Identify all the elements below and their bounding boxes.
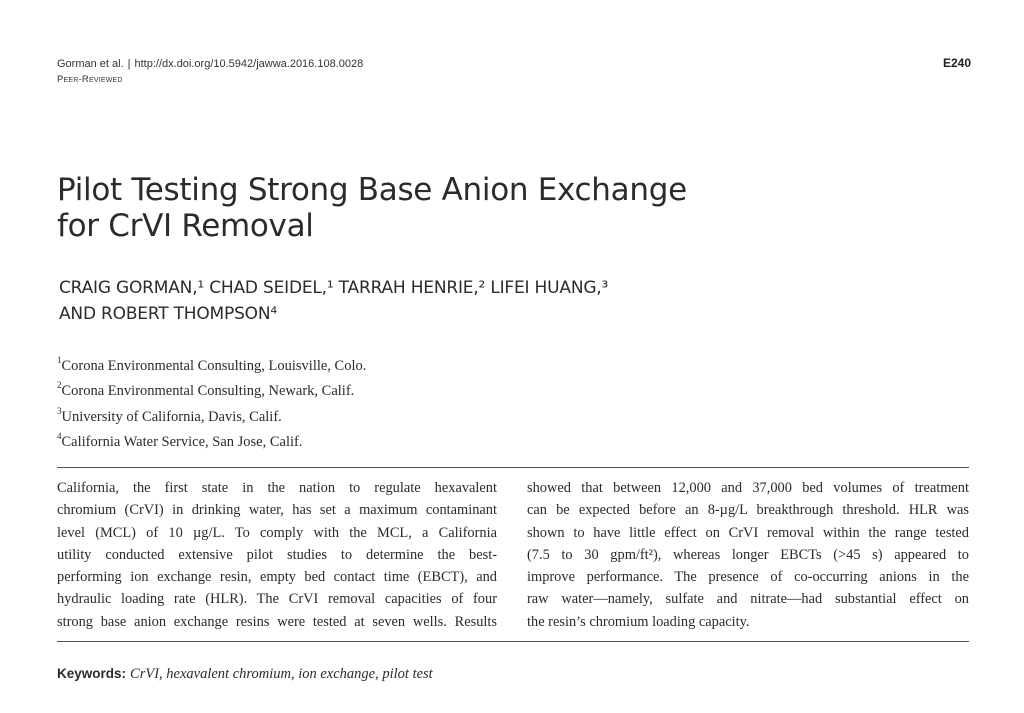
abstract-line: chromium (CrVI) in drinking water, has set a maximum contaminant bbox=[57, 502, 497, 519]
affiliation-item bbox=[57, 427, 366, 452]
doi-link[interactable]: http://dx.doi.org/10.5942/jawwa.2016.108.0028 bbox=[134, 58, 364, 70]
running-header bbox=[57, 58, 363, 70]
affiliation-text: Corona Environmental Consulting, Newark, Calif. bbox=[61, 383, 355, 400]
abstract-line: performing ion exchange resin, empty bed contact time (EBCT), and bbox=[57, 569, 497, 586]
affiliation-item bbox=[57, 376, 366, 401]
affiliation-number: 4 bbox=[57, 430, 62, 441]
abstract-line: California, the first state in the nation to regulate hexavalent bbox=[57, 480, 497, 496]
citation: Gorman et al. bbox=[57, 58, 124, 70]
affiliations bbox=[57, 351, 366, 452]
affiliation-number: 1 bbox=[57, 355, 62, 365]
abstract-line: raw water—namely, sulfate and nitrate—had substantial effect on bbox=[527, 591, 969, 608]
abstract-line: showed that between 12,000 and 37,000 bed volumes of treatment bbox=[527, 480, 969, 496]
affiliation-text: University of California, Davis, Calif. bbox=[61, 408, 282, 425]
section-label: Peer-Reviewed bbox=[57, 74, 123, 85]
abstract-column-left bbox=[57, 477, 497, 633]
affiliation-text: California Water Service, San Jose, Calif. bbox=[61, 433, 303, 450]
author-line: AND ROBERT THOMPSON⁴ bbox=[59, 304, 277, 324]
title-line: for CrVI Removal bbox=[57, 208, 314, 244]
abstract-bottom-rule bbox=[57, 641, 969, 642]
author-line: CRAIG GORMAN,¹ CHAD SEIDEL,¹ TARRAH HENRIE,² LIFEI HUANG,³ bbox=[59, 278, 609, 298]
abstract-column-right bbox=[527, 477, 969, 633]
keywords-label: Keywords: bbox=[57, 666, 127, 681]
abstract-line: utility conducted extensive pilot studies to determine the best- bbox=[57, 546, 497, 563]
abstract-line: shown to have little effect on CrVI removal within the range tested bbox=[527, 524, 969, 541]
article-title bbox=[57, 172, 777, 244]
abstract-line: improve performance. The presence of co-occurring anions in the bbox=[527, 569, 969, 586]
abstract-line: can be expected before an 8-µg/L breakthrough threshold. HLR was bbox=[527, 502, 969, 519]
abstract-line: hydraulic loading rate (HLR). The CrVI removal capacities of four bbox=[57, 591, 497, 608]
keywords bbox=[57, 666, 433, 683]
page-number: E240 bbox=[942, 56, 971, 70]
affiliation-number: 2 bbox=[57, 380, 62, 391]
affiliation-item bbox=[57, 351, 366, 376]
header-separator: | bbox=[127, 58, 131, 70]
abstract-top-rule bbox=[57, 467, 969, 468]
abstract-line: strong base anion exchange resins were tested at seven wells. Results bbox=[57, 613, 497, 630]
keywords-text: CrVI, hexavalent chromium, ion exchange, pilot test bbox=[130, 666, 433, 682]
abstract-line: level (MCL) of 10 µg/L. To comply with the MCL, a California bbox=[57, 524, 497, 541]
abstract-line: (7.5 to 30 gpm/ft²), whereas longer EBCTs (>45 s) appeared to bbox=[527, 546, 969, 563]
author-list bbox=[59, 275, 799, 327]
affiliation-item bbox=[57, 402, 366, 427]
title-line: Pilot Testing Strong Base Anion Exchange bbox=[57, 172, 687, 208]
affiliation-text: Corona Environmental Consulting, Louisville, Colo. bbox=[61, 357, 367, 374]
abstract-line: the resin’s chromium loading capacity. bbox=[527, 613, 750, 630]
affiliation-number: 3 bbox=[57, 405, 62, 416]
